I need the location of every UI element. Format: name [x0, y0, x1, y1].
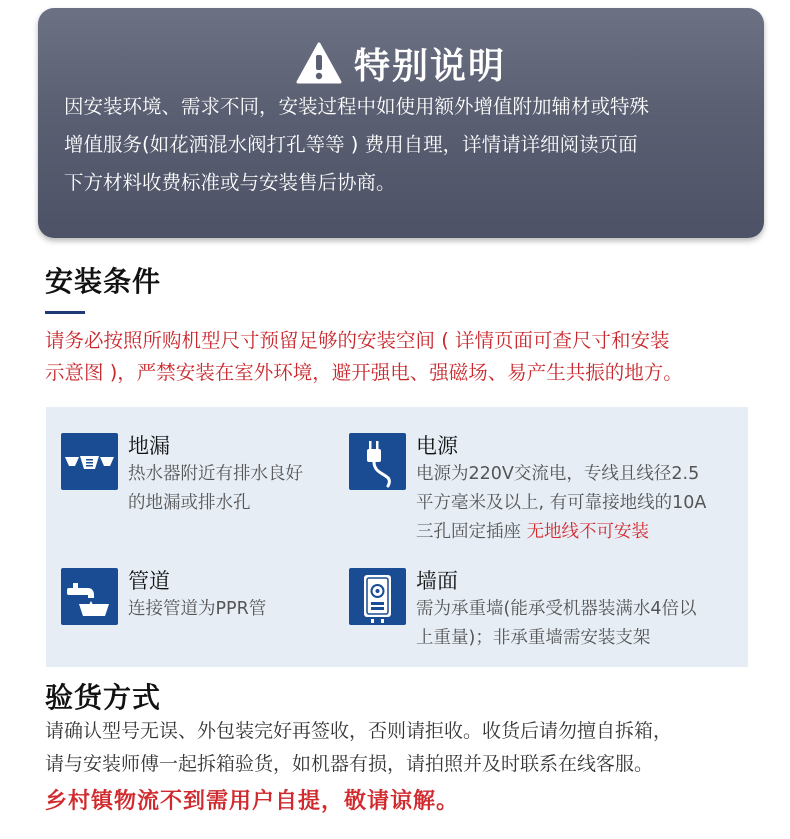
description-line [416, 518, 706, 547]
description-text: 三孔固定插座 [416, 522, 527, 542]
condition-name: 墙面 [416, 569, 458, 593]
condition-description [128, 595, 266, 624]
notice-text [64, 88, 740, 202]
inspection-line: 请确认型号无误、外包装完好再签收，否则请拒收。收货后请勿擅自拆箱， [45, 720, 673, 742]
inspection-line: 请与安装师傅一起拆箱验货，如机器有损，请拍照并及时联系在线客服。 [45, 753, 654, 775]
space-requirement-note [45, 325, 765, 389]
floor-drain-icon [61, 433, 118, 490]
description-line: 平方毫米及以上, 有可靠接地线的10A [416, 493, 707, 513]
condition-description [416, 460, 706, 547]
faucet-icon [61, 568, 118, 625]
notice-line: 下方材料收费标准或与安装售后协商。 [64, 171, 396, 194]
description-line: 连接管道为PPR管 [128, 599, 267, 619]
description-line: 的地漏或排水孔 [128, 493, 251, 513]
special-notice-card [38, 8, 764, 238]
condition-name: 管道 [128, 569, 170, 593]
notice-line: 增值服务(如花洒混水阀打孔等等 ) 费用自理，详情请详细阅读页面 [64, 133, 638, 156]
section-title-inspection: 验货方式 [45, 681, 162, 714]
notice-heading [38, 38, 764, 88]
condition-description [416, 595, 696, 653]
description-line: 热水器附近有排水良好 [128, 464, 303, 484]
notice-line: 因安装环境、需求不同，安装过程中如使用额外增值附加辅材或特殊 [64, 95, 650, 118]
description-line: 电源为220V交流电，专线且线径2.5 [416, 464, 700, 484]
condition-name: 地漏 [128, 434, 170, 458]
no-ground-warning: 无地线不可安装 [526, 522, 650, 542]
note-line: 示意图 )，严禁安装在室外环境，避开强电、强磁场、易产生共振的地方。 [45, 361, 683, 384]
notice-title: 特别说明 [353, 45, 506, 87]
section-underline [45, 311, 85, 314]
note-line: 请务必按照所购机型尺寸预留足够的安装空间 ( 详情页面可查尺寸和安装 [45, 329, 670, 352]
water-heater-wall-icon [349, 568, 406, 625]
condition-name: 电源 [416, 434, 458, 458]
condition-description [128, 460, 303, 518]
section-title-conditions: 安装条件 [45, 265, 162, 298]
conditions-panel [46, 407, 748, 667]
inspection-text [45, 715, 775, 781]
warning-icon [296, 42, 342, 84]
rural-delivery-note: 乡村镇物流不到需用户自提，敬请谅解。 [45, 789, 460, 814]
description-line: 上重量)；非承重墙需安装支架 [416, 628, 651, 648]
description-line: 需为承重墙(能承受机器装满水4倍以 [416, 599, 697, 619]
power-plug-icon [349, 433, 406, 490]
